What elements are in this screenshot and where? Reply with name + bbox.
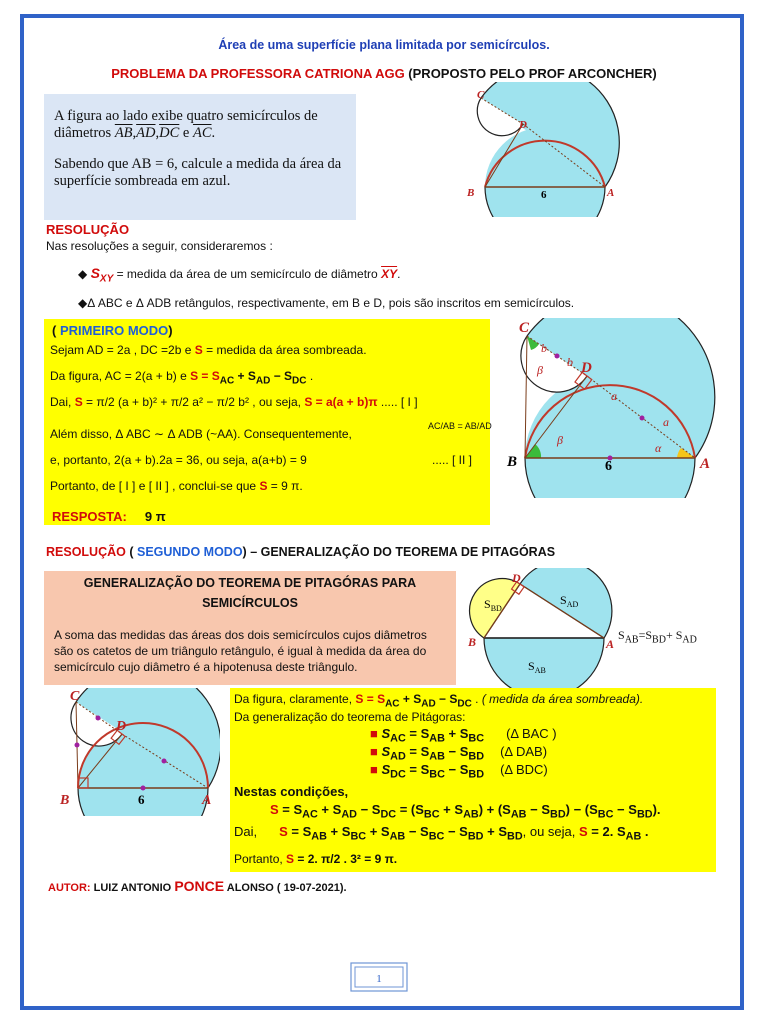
bullet-definition-text: = medida da área de um semicírculo de diâmetro: [113, 267, 382, 281]
fig1-label-6: 6: [541, 189, 547, 201]
author-line: [48, 878, 347, 894]
primeiro-line-5: [50, 453, 307, 467]
fig2-label-b2: b: [567, 355, 573, 369]
s-symbol: S: [90, 265, 100, 281]
fig2-label-b1: b: [541, 341, 547, 355]
text: = 9 π.: [267, 479, 303, 493]
fig2-mid-da: [640, 416, 645, 421]
s-subscript: XY: [99, 273, 114, 285]
diamond-icon: ◆: [78, 267, 91, 281]
fig2-label-c: C: [519, 320, 530, 336]
text: Dai,: [50, 395, 75, 409]
fig3-label-b: B: [468, 635, 477, 649]
final-equation-2: Dai, $S = S_{AB} + S_{BC} + S_{AB} - S_{BC} - S_{BD} + S_{BD}$, ou seja, S = 2. $S_{AB}$ .: [234, 824, 649, 843]
fig2-label-a: A: [700, 456, 711, 472]
text: Dai,: [234, 824, 258, 839]
fig3-label-d: D: [512, 571, 521, 585]
resposta-value: 9 π: [144, 509, 166, 524]
intro-box: [44, 94, 356, 220]
text: Da figura, AC = 2(a + b) e: [50, 369, 191, 383]
ref-i: ..... [ I ]: [377, 395, 418, 409]
eq-2: ■ $S_{AD} = S_{AB} - S_{BD}$ (Δ DAB): [370, 744, 548, 763]
fig4-label-6: 6: [138, 792, 145, 807]
paren: ): [168, 323, 173, 338]
sep: .: [397, 267, 401, 281]
fig1-label-d: D: [519, 119, 527, 131]
figure-4: [56, 688, 220, 816]
segment-ad: $\overline{AD}$: [136, 125, 156, 141]
eq-1: ■ $S_{AC} = S_{AB} + S_{BC}$ (Δ BAC ): [370, 726, 557, 745]
fig2-mid-cd: [555, 354, 560, 359]
text: Além disso, Δ ABC ∼ Δ ADB (~AA). Consequentemente,: [50, 427, 352, 441]
proportion: AC/AB = AB/AD: [428, 421, 492, 431]
intro-text: A figura ao lado exibe quatro semicírculos de diâmetros: [54, 108, 318, 141]
fig4-label-a: A: [202, 793, 212, 808]
figure-3: [464, 568, 624, 692]
page-number-box: [350, 962, 408, 992]
f-s: + S: [665, 628, 683, 642]
generalizacao-text: A soma das medidas das áreas dos dois semicírculos cujos diâmetros são os catetos de um triângulo retângulo, é igual à medida da área do semicírculo cujo diâmetro é a hipotenusa deste triângulo.: [54, 628, 427, 674]
primeiro-line-3: [50, 395, 418, 409]
text: = medida da área sombreada.: [202, 343, 367, 357]
fig3-label-sbd: $S_{BD}$: [484, 597, 502, 613]
text: Portanto,: [234, 852, 287, 866]
fig4-label-b: B: [60, 793, 70, 808]
fig4-mid-ab: [141, 786, 146, 791]
final-line-2: Da generalização do teorema de Pitágoras:: [234, 710, 466, 724]
problem-subtitle: [0, 66, 768, 81]
fig4-mid-da: [162, 759, 167, 764]
fig2-label-d: D: [581, 360, 592, 376]
resposta-label: RESPOSTA:: [52, 509, 127, 524]
final-box: [230, 688, 716, 872]
bullet-definition: [78, 265, 400, 284]
sep: .: [211, 125, 216, 141]
resolucao-label: RESOLUÇÃO: [46, 545, 126, 559]
text: Sejam AD = 2a , DC =2b e: [50, 343, 195, 357]
page-title: Área de uma superfície plana limitada por semicírculos.: [218, 38, 550, 52]
resposta: [52, 509, 166, 524]
pythagoras-formula: [618, 628, 697, 645]
fig3-label-a: A: [606, 637, 615, 651]
paren: (: [52, 323, 60, 338]
ref-ii: ..... [ II ]: [432, 453, 473, 467]
s-equation: S = S: [190, 369, 220, 383]
fig2-label-beta2: β: [557, 433, 563, 447]
text: ( medida da área sombreada).: [478, 692, 644, 706]
eq-3: ■ $S_{DC} = S_{BC} - S_{BD}$ (Δ BDC): [370, 762, 548, 781]
final-equation-1: $S = S_{AC} + S_{AD} - S_{DC} = (S_{BC} + S_{AB}) + (S_{AB} - S_{BD}) - (S_{BC} - S_{BD})$.: [270, 802, 661, 821]
figure-1: [455, 82, 635, 217]
sep: e: [179, 125, 193, 141]
fig4-label-d: D: [116, 719, 127, 734]
author-label: AUTOR:: [48, 882, 91, 894]
primeiro-line-4: [50, 427, 352, 441]
s-symbol: S: [194, 343, 203, 357]
sep: ,: [132, 125, 137, 141]
fig4-label-c: C: [70, 689, 80, 704]
bullet-triangles: ◆Δ ABC e Δ ADB retângulos, respectivamente, em B e D, pois são inscritos em semicírculos.: [78, 296, 575, 310]
text: e, portanto, 2(a + b).2a = 36, ou seja, a(a+b) = 9: [50, 453, 307, 467]
segment-xy: $\overline{XY}$: [381, 267, 398, 281]
segundo-modo-title: – GENERALIZAÇÃO DO TEOREMA DE PITAGÓRAS: [246, 545, 556, 559]
s-equation: S = S: [355, 692, 386, 706]
fig2-label-alpha: α: [655, 441, 662, 455]
fig3-label-sab: $S_{AB}$: [528, 659, 546, 675]
fig2-label-6: 6: [605, 459, 612, 474]
primeiro-line-2: Da figura, AC = 2(a + b) e $S = S_{AC} + S_{AD} - S_{DC}$ .: [50, 369, 314, 387]
primeiro-modo-box: [44, 319, 490, 525]
author-name-date: ALONSO ( 19-07-2021).: [224, 882, 347, 894]
segundo-modo-label: SEGUNDO MODO: [136, 545, 243, 559]
page-number: 1: [376, 973, 382, 985]
primeiro-modo-heading: [52, 323, 173, 338]
fig2-label-a2: a: [663, 415, 669, 429]
primeiro-line-1: [50, 343, 367, 357]
fig2-label-a1: a: [611, 389, 617, 403]
text: Portanto, de [ I ] e [ II ] , conclui-se que: [50, 479, 260, 493]
fig3-semicircle-ab: [484, 638, 604, 692]
f-sub: AD: [682, 634, 697, 646]
s-result: S = a(a + b)π: [304, 395, 378, 409]
primeiro-line-6: [50, 479, 303, 493]
resolucao-intro: Nas resoluções a seguir, consideraremos :: [46, 239, 273, 253]
intro-paragraph-2: Sabendo que AB = 6, calcule a medida da área da superfície sombreada em azul.: [54, 156, 342, 189]
resolucao-heading: RESOLUÇÃO: [46, 222, 130, 237]
sep: ,: [155, 125, 160, 141]
fig4-mid-bc: [75, 743, 80, 748]
segment-ab: $\overline{AB}$: [114, 125, 133, 141]
generalizacao-box: [44, 571, 456, 685]
segment-dc: $\overline{DC}$: [159, 125, 180, 141]
author-name: LUIZ ANTONIO: [90, 882, 175, 894]
text: , ou seja,: [522, 824, 580, 839]
f-sub: AB: [624, 634, 639, 646]
f-s: S: [618, 628, 625, 642]
figure-2: [505, 318, 720, 498]
f-s: =S: [638, 628, 653, 642]
f-sub: BD: [652, 634, 666, 646]
generalizacao-title: GENERALIZAÇÃO DO TEOREMA DE PITAGÓRAS PARA SEMICÍRCULOS: [83, 576, 417, 610]
intro-paragraph-1: [54, 108, 346, 142]
segment-ac: $\overline{AC}$: [192, 125, 212, 141]
fig4-mid-cd: [96, 716, 101, 721]
problem-source: (PROPOSTO PELO PROF ARCONCHER): [404, 66, 657, 81]
author-name-highlight: PONCE: [174, 878, 225, 894]
s-symbol: S: [259, 479, 268, 493]
text: Da figura, claramente,: [234, 692, 356, 706]
fig3-label-sad: $S_{AD}$: [560, 593, 579, 609]
primeiro-modo-label: PRIMEIRO MODO: [59, 323, 169, 338]
fig1-label-b: B: [467, 187, 475, 199]
fig2-label-b: B: [507, 454, 518, 470]
text: = π/2 (a + b)² + π/2 a² − π/2 b² , ou seja,: [82, 395, 305, 409]
s-symbol: S: [74, 395, 83, 409]
fig1-label-c: C: [477, 89, 485, 101]
nestas-condicoes: Nestas condições,: [234, 784, 349, 799]
fig2-label-beta1: β: [537, 363, 543, 377]
segundo-modo-heading: RESOLUÇÃO ( SEGUNDO MODO) – GENERALIZAÇÃO DO TEOREMA DE PITAGÓRAS: [46, 545, 556, 559]
fig1-label-a: A: [607, 187, 615, 199]
final-result: Portanto, S = 2. π/2 . 3² = 9 π.: [234, 852, 398, 866]
final-line-1: Da figura, claramente, $S = S_{AC} + S_{AD} - S_{DC}$ . ( medida da área sombreada).: [234, 692, 644, 710]
problem-name: PROBLEMA DA PROFESSORA CATRIONA AGG: [111, 66, 405, 81]
